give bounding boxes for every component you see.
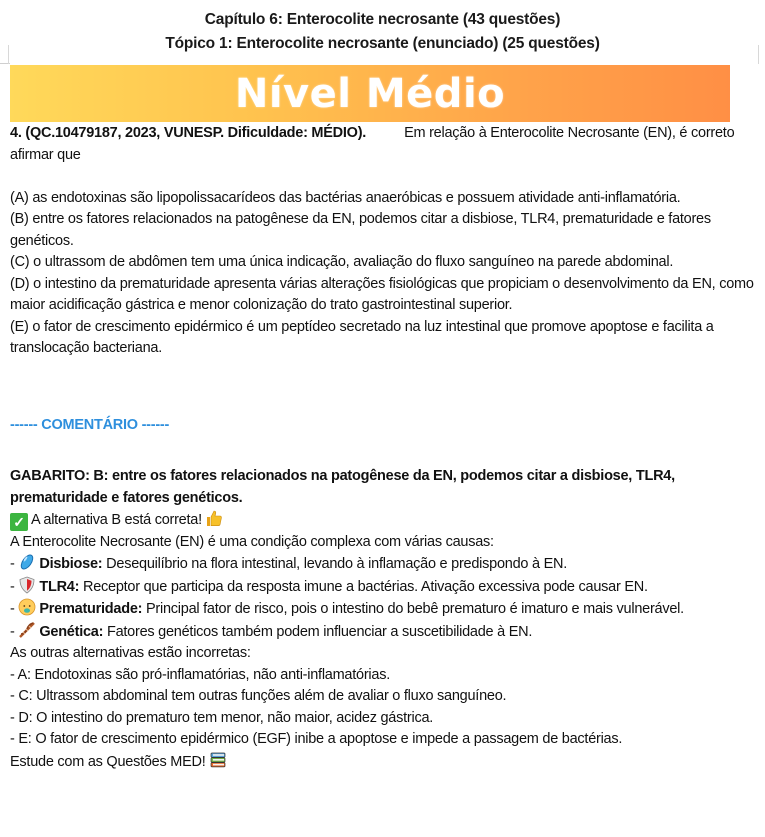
option-d: (D) o intestino da prematuridade apresenta várias alterações fisiológicas que propiciam o desenvolvimento da EN, como maior acidificação gástrica e menor colonização do trato gastrointestinal superior. (10, 275, 754, 313)
closing-text: Estude com as Questões MED! (10, 753, 206, 770)
document-header (0, 8, 765, 56)
incorrect-item: - E: O fator de crescimento epidérmico (EGF) inibe a apoptose e impede a passagem de bactérias. (10, 731, 623, 747)
topic-title: Tópico 1: Enterocolite necrosante (enunciado) (25 questões) (165, 35, 600, 52)
correct-line (10, 509, 758, 532)
factor-item: - Prematuridade: Principal fator de risco, pois o intestino do bebê prematuro é imaturo e mais vulnerável. (10, 598, 758, 621)
question-header (10, 123, 758, 166)
option-e: (E) o fator de crescimento epidérmico é um peptídeo secretado na luz intestinal que promove apoptose e facilita a translocação bacteriana. (10, 318, 714, 356)
incorrect-intro: As outras alternativas estão incorretas: (10, 645, 251, 661)
pill-icon (18, 553, 36, 571)
baby-icon (18, 598, 36, 616)
closing-line (10, 751, 758, 774)
table-border-right (758, 45, 759, 64)
correct-text: A alternativa B está correta! (31, 512, 202, 528)
table-border-left (8, 45, 9, 64)
incorrect-item: - A: Endotoxinas são pró-inflamatórias, não anti-inflamatórias. (10, 666, 390, 683)
factor-item: - Disbiose: Desequilíbrio na flora intestinal, levando à inflamação e predispondo à EN. (10, 553, 758, 576)
question-content (10, 123, 758, 773)
incorrect-item: - D: O intestino do prematuro tem menor, não maior, acidez gástrica. (10, 709, 434, 726)
answer-key: GABARITO: B: entre os fatores relacionados na patogênese da EN, podemos citar a disbiose, TLR4, prematuridade e fatores genéticos. (10, 468, 675, 506)
check-mark-icon: ✓ (10, 513, 28, 531)
shield-icon (18, 576, 36, 594)
difficulty-banner (10, 65, 730, 122)
incorrect-item: - C: Ultrassom abdominal tem outras funções além de avaliar o fluxo sanguíneo. (10, 688, 507, 704)
option-a: (A) as endotoxinas são lipopolissacarídeos das bactérias anaeróbicas e possuem atividade anti-inflamatória. (10, 189, 681, 206)
option-c: (C) o ultrassom de abdômen tem uma única indicação, avaliação do fluxo sanguíneo na parede abdominal. (10, 254, 674, 270)
question-stem: Em relação à Enterocolite Necrosante (EN), é correto afirmar que (10, 125, 735, 163)
chapter-title: Capítulo 6: Enterocolite necrosante (43 questões) (204, 11, 561, 28)
comment-intro: A Enterocolite Necrosante (EN) é uma condição complexa com várias causas: (10, 533, 494, 550)
question-id: 4. (QC.10479187, 2023, VUNESP. Dificuldade: MÉDIO). (10, 125, 367, 141)
difficulty-label: Nível Médio (234, 70, 506, 117)
books-icon (209, 751, 227, 769)
comment-title: ------ COMENTÁRIO ------ (10, 416, 170, 433)
thumbs-up-icon (205, 509, 223, 527)
dna-icon (18, 621, 36, 639)
option-b: (B) entre os fatores relacionados na patogênese da EN, podemos citar a disbiose, TLR4, prematuridade e fatores genéticos. (10, 211, 711, 249)
factor-item: - TLR4: Receptor que participa da resposta imune a bactérias. Ativação excessiva pode causar EN. (10, 576, 758, 599)
factor-item: - Genética: Fatores genéticos também podem influenciar a suscetibilidade à EN. (10, 621, 758, 644)
